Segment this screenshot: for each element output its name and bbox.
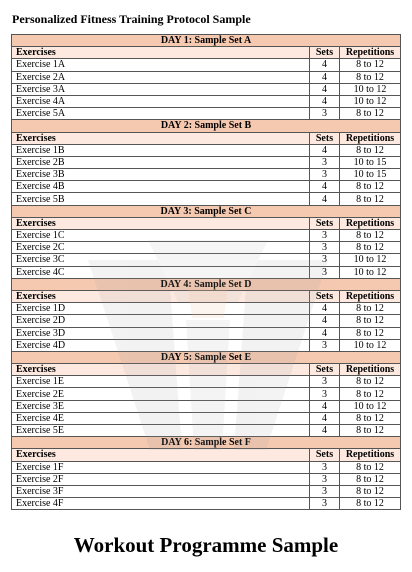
sets-cell: 3	[310, 485, 340, 497]
exercise-cell: Exercise 1A	[12, 59, 310, 71]
exercise-cell: Exercise 2E	[12, 388, 310, 400]
exercise-cell: Exercise 5E	[12, 425, 310, 437]
exercise-cell: Exercise 5B	[12, 193, 310, 205]
sets-column-header: Sets	[310, 132, 340, 144]
day-heading: DAY 4: Sample Set D	[12, 278, 401, 290]
sets-column-header: Sets	[310, 217, 340, 229]
repetitions-column-header: Repetitions	[340, 217, 401, 229]
reps-cell: 10 to 12	[340, 400, 401, 412]
exercise-cell: Exercise 3C	[12, 254, 310, 266]
repetitions-column-header: Repetitions	[340, 364, 401, 376]
column-header-row	[12, 217, 401, 229]
sets-cell: 3	[310, 169, 340, 181]
table-row	[12, 156, 401, 168]
exercises-column-header: Exercises	[12, 290, 310, 302]
table-row	[12, 339, 401, 351]
reps-cell: 8 to 12	[340, 473, 401, 485]
sets-cell: 4	[310, 193, 340, 205]
reps-cell: 10 to 12	[340, 254, 401, 266]
reps-cell: 10 to 12	[340, 266, 401, 278]
repetitions-column-header: Repetitions	[340, 132, 401, 144]
sets-column-header: Sets	[310, 364, 340, 376]
exercises-column-header: Exercises	[12, 217, 310, 229]
table-row	[12, 193, 401, 205]
reps-cell: 8 to 12	[340, 242, 401, 254]
exercise-cell: Exercise 1E	[12, 376, 310, 388]
table-row	[12, 461, 401, 473]
exercises-column-header: Exercises	[12, 449, 310, 461]
protocol-table	[11, 34, 401, 510]
sets-cell: 3	[310, 156, 340, 168]
table-row	[12, 71, 401, 83]
reps-cell: 8 to 12	[340, 193, 401, 205]
table-row	[12, 181, 401, 193]
sets-cell: 3	[310, 230, 340, 242]
sets-cell: 4	[310, 181, 340, 193]
reps-cell: 10 to 12	[340, 339, 401, 351]
reps-cell: 10 to 12	[340, 83, 401, 95]
column-header-row	[12, 47, 401, 59]
reps-cell: 8 to 12	[340, 376, 401, 388]
table-row	[12, 315, 401, 327]
table-row	[12, 169, 401, 181]
sets-cell: 3	[310, 254, 340, 266]
day-heading: DAY 6: Sample Set F	[12, 437, 401, 449]
reps-cell: 8 to 12	[340, 59, 401, 71]
table-row	[12, 254, 401, 266]
exercise-cell: Exercise 2B	[12, 156, 310, 168]
table-row	[12, 144, 401, 156]
reps-cell: 8 to 12	[340, 181, 401, 193]
day-header-row	[12, 120, 401, 132]
reps-cell: 8 to 12	[340, 303, 401, 315]
sets-cell: 4	[310, 95, 340, 107]
reps-cell: 8 to 12	[340, 425, 401, 437]
exercise-cell: Exercise 1D	[12, 303, 310, 315]
sets-cell: 4	[310, 59, 340, 71]
repetitions-column-header: Repetitions	[340, 47, 401, 59]
sets-cell: 4	[310, 425, 340, 437]
reps-cell: 10 to 15	[340, 156, 401, 168]
day-header-row	[12, 437, 401, 449]
day-heading: DAY 5: Sample Set E	[12, 351, 401, 363]
exercise-cell: Exercise 1B	[12, 144, 310, 156]
table-row	[12, 303, 401, 315]
exercises-column-header: Exercises	[12, 132, 310, 144]
sets-cell: 4	[310, 315, 340, 327]
sets-cell: 4	[310, 83, 340, 95]
sets-cell: 3	[310, 108, 340, 120]
page-title: Personalized Fitness Training Protocol Sample	[12, 12, 251, 26]
exercise-cell: Exercise 4E	[12, 412, 310, 424]
reps-cell: 8 to 12	[340, 498, 401, 510]
reps-cell: 8 to 12	[340, 230, 401, 242]
sets-cell: 4	[310, 400, 340, 412]
sets-cell: 3	[310, 242, 340, 254]
table-row	[12, 412, 401, 424]
table-row	[12, 388, 401, 400]
reps-cell: 8 to 12	[340, 485, 401, 497]
table-row	[12, 473, 401, 485]
reps-cell: 8 to 12	[340, 108, 401, 120]
reps-cell: 8 to 12	[340, 144, 401, 156]
table-row	[12, 95, 401, 107]
sets-cell: 3	[310, 388, 340, 400]
sets-cell: 3	[310, 473, 340, 485]
exercise-cell: Exercise 4A	[12, 95, 310, 107]
table-row	[12, 230, 401, 242]
day-heading: DAY 3: Sample Set C	[12, 205, 401, 217]
exercise-cell: Exercise 3E	[12, 400, 310, 412]
footer-title: Workout Programme Sample	[73, 533, 339, 557]
column-header-row	[12, 132, 401, 144]
exercise-cell: Exercise 2F	[12, 473, 310, 485]
exercise-cell: Exercise 4F	[12, 498, 310, 510]
exercise-cell: Exercise 3F	[12, 485, 310, 497]
table-row	[12, 400, 401, 412]
exercise-cell: Exercise 3B	[12, 169, 310, 181]
sets-cell: 4	[310, 303, 340, 315]
table-row	[12, 83, 401, 95]
sets-cell: 4	[310, 412, 340, 424]
table-row	[12, 498, 401, 510]
exercises-column-header: Exercises	[12, 47, 310, 59]
sets-cell: 3	[310, 339, 340, 351]
exercise-cell: Exercise 1F	[12, 461, 310, 473]
repetitions-column-header: Repetitions	[340, 290, 401, 302]
exercise-cell: Exercise 2C	[12, 242, 310, 254]
sets-cell: 3	[310, 376, 340, 388]
day-heading: DAY 1: Sample Set A	[12, 35, 401, 47]
reps-cell: 8 to 12	[340, 388, 401, 400]
table-row	[12, 266, 401, 278]
reps-cell: 10 to 12	[340, 95, 401, 107]
reps-cell: 8 to 12	[340, 461, 401, 473]
exercise-cell: Exercise 3D	[12, 327, 310, 339]
sets-cell: 4	[310, 144, 340, 156]
reps-cell: 8 to 12	[340, 71, 401, 83]
exercise-cell: Exercise 2D	[12, 315, 310, 327]
sets-cell: 3	[310, 461, 340, 473]
table-row	[12, 108, 401, 120]
column-header-row	[12, 364, 401, 376]
exercise-cell: Exercise 2A	[12, 71, 310, 83]
day-header-row	[12, 205, 401, 217]
day-header-row	[12, 278, 401, 290]
sets-cell: 3	[310, 498, 340, 510]
column-header-row	[12, 449, 401, 461]
sets-cell: 3	[310, 266, 340, 278]
exercise-cell: Exercise 5A	[12, 108, 310, 120]
reps-cell: 8 to 12	[340, 315, 401, 327]
day-heading: DAY 2: Sample Set B	[12, 120, 401, 132]
sets-column-header: Sets	[310, 449, 340, 461]
exercise-cell: Exercise 4B	[12, 181, 310, 193]
repetitions-column-header: Repetitions	[340, 449, 401, 461]
table-row	[12, 376, 401, 388]
table-row	[12, 59, 401, 71]
reps-cell: 8 to 12	[340, 412, 401, 424]
sets-cell: 4	[310, 71, 340, 83]
day-header-row	[12, 351, 401, 363]
day-header-row	[12, 35, 401, 47]
exercise-cell: Exercise 1C	[12, 230, 310, 242]
reps-cell: 10 to 15	[340, 169, 401, 181]
exercise-cell: Exercise 4C	[12, 266, 310, 278]
sets-cell: 4	[310, 327, 340, 339]
table-row	[12, 327, 401, 339]
column-header-row	[12, 290, 401, 302]
reps-cell: 8 to 12	[340, 327, 401, 339]
exercise-cell: Exercise 3A	[12, 83, 310, 95]
exercises-column-header: Exercises	[12, 364, 310, 376]
table-row	[12, 485, 401, 497]
table-row	[12, 425, 401, 437]
sets-column-header: Sets	[310, 47, 340, 59]
table-row	[12, 242, 401, 254]
sets-column-header: Sets	[310, 290, 340, 302]
exercise-cell: Exercise 4D	[12, 339, 310, 351]
